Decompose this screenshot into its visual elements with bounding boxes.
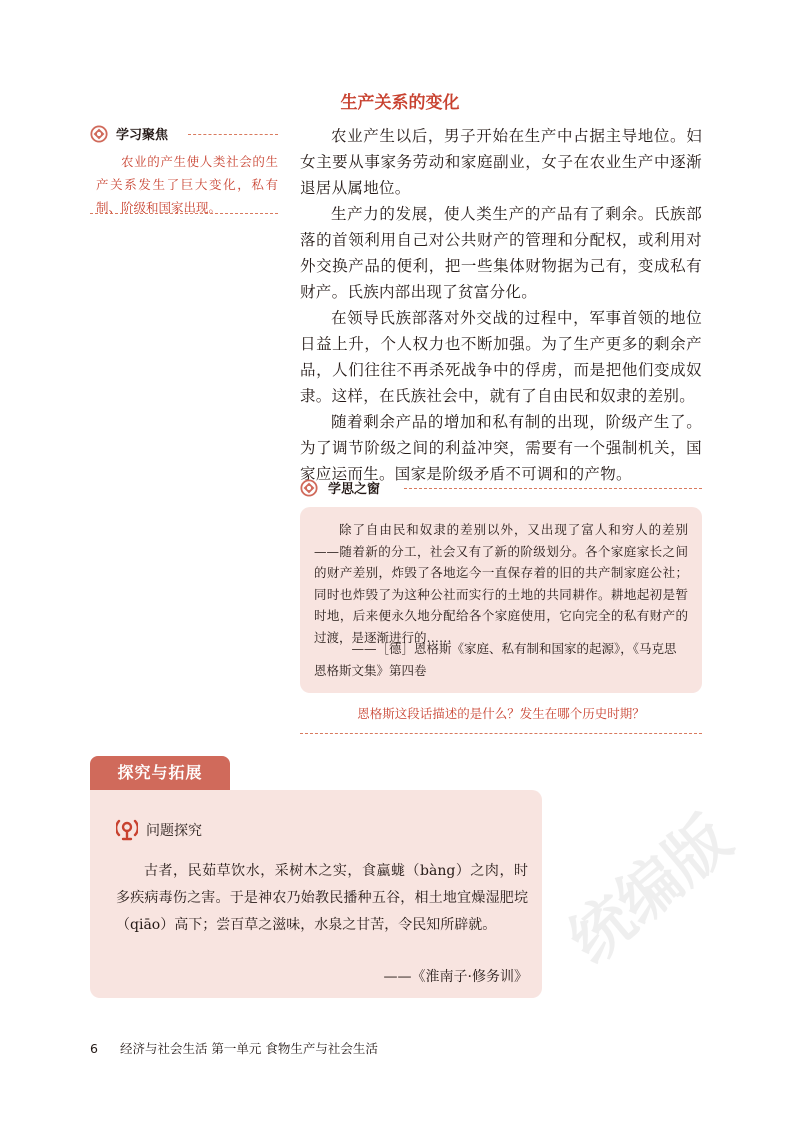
paragraph: 生产力的发展，使人类生产的产品有了剩余。氏族部落的首领利用自己对公共财产的管理和分配权，或利用对外交换产品的便利，把一些集体财物据为己有，变成私有财产。氏族内部出现了贫富分化。 — [300, 205, 702, 301]
window-icon — [300, 479, 318, 497]
window-divider — [404, 488, 702, 489]
page-number: 6 — [90, 1041, 98, 1056]
sidebar-header — [90, 124, 278, 144]
section-title: 生产关系的变化 — [340, 93, 460, 113]
focus-icon — [90, 125, 108, 143]
explore-source: ——《淮南子·修务训》 — [383, 969, 528, 985]
explore-tab: 探究与拓展 — [90, 756, 230, 790]
sidebar-bottom-divider — [90, 213, 278, 214]
quote-source: ——［德］恩格斯《家庭、私有制和国家的起源》，《马克思恩格斯文集》第四卷 — [314, 641, 677, 678]
window-bottom-divider — [300, 733, 702, 734]
explore-box — [90, 790, 542, 998]
main-text — [300, 123, 702, 487]
sidebar-text: 农业的产生使人类社会的生产关系发生了巨大变化，私有制、阶级和国家出现。 — [96, 154, 278, 215]
explore-text: 古者，民茹草饮水，采树木之实，食蠃蛖（bàng）之肉，时多疾病毒伤之害。于是神农乃始教民播种五谷，相土地宜燥湿肥垸（qiāo）高下；尝百草之滋味，水泉之甘苦，令民知所辟就。 — [116, 863, 528, 933]
footer-text: 经济与社会生活 第一单元 食物生产与社会生活 — [119, 1041, 378, 1056]
watermark: 统编版 — [554, 801, 745, 978]
paragraph: 农业产生以后，男子开始在生产中占据主导地位。妇女主要从事家务劳动和家庭副业，女子在农业生产中逐渐退居从属地位。 — [300, 127, 702, 197]
sidebar-divider — [188, 134, 278, 135]
window-question: 恩格斯这段话描述的是什么？发生在哪个历史时期？ — [357, 706, 645, 721]
footer — [90, 1039, 378, 1057]
window-title: 学思之窗 — [328, 482, 381, 497]
explore-heading: 问题探究 — [146, 823, 202, 839]
paragraph: 在领导氏族部落对外交战的过程中，军事首领的地位日益上升，个人权力也不断加强。为了生产更多的剩余产品，人们往往不再杀死战争中的俘虏，而是把他们变成奴隶。这样，在氏族社会中，就有了自由民和奴隶的差别。 — [300, 309, 702, 405]
window-header — [300, 478, 702, 498]
question-icon — [116, 818, 138, 842]
quote-box — [300, 507, 702, 693]
quote-text: 除了自由民和奴隶的差别以外，又出现了富人和穷人的差别——随着新的分工，社会又有了新的阶级划分。各个家庭家长之间的财产差别，炸毁了各地迄今一直保存着的旧的共产制家庭公社；同时也炸毁了为这种公社而实行的土地的共同耕作。耕地起初是暂时地，后来便永久地分配给各个家庭使用，它向完全的私有财产的过渡，是逐渐进行的…… — [314, 522, 688, 645]
sidebar-title: 学习聚焦 — [116, 128, 169, 143]
paragraph: 随着剩余产品的增加和私有制的出现，阶级产生了。为了调节阶级之间的利益冲突，需要有一个强制机关，国家应运而生。国家是阶级矛盾不可调和的产物。 — [300, 413, 702, 483]
